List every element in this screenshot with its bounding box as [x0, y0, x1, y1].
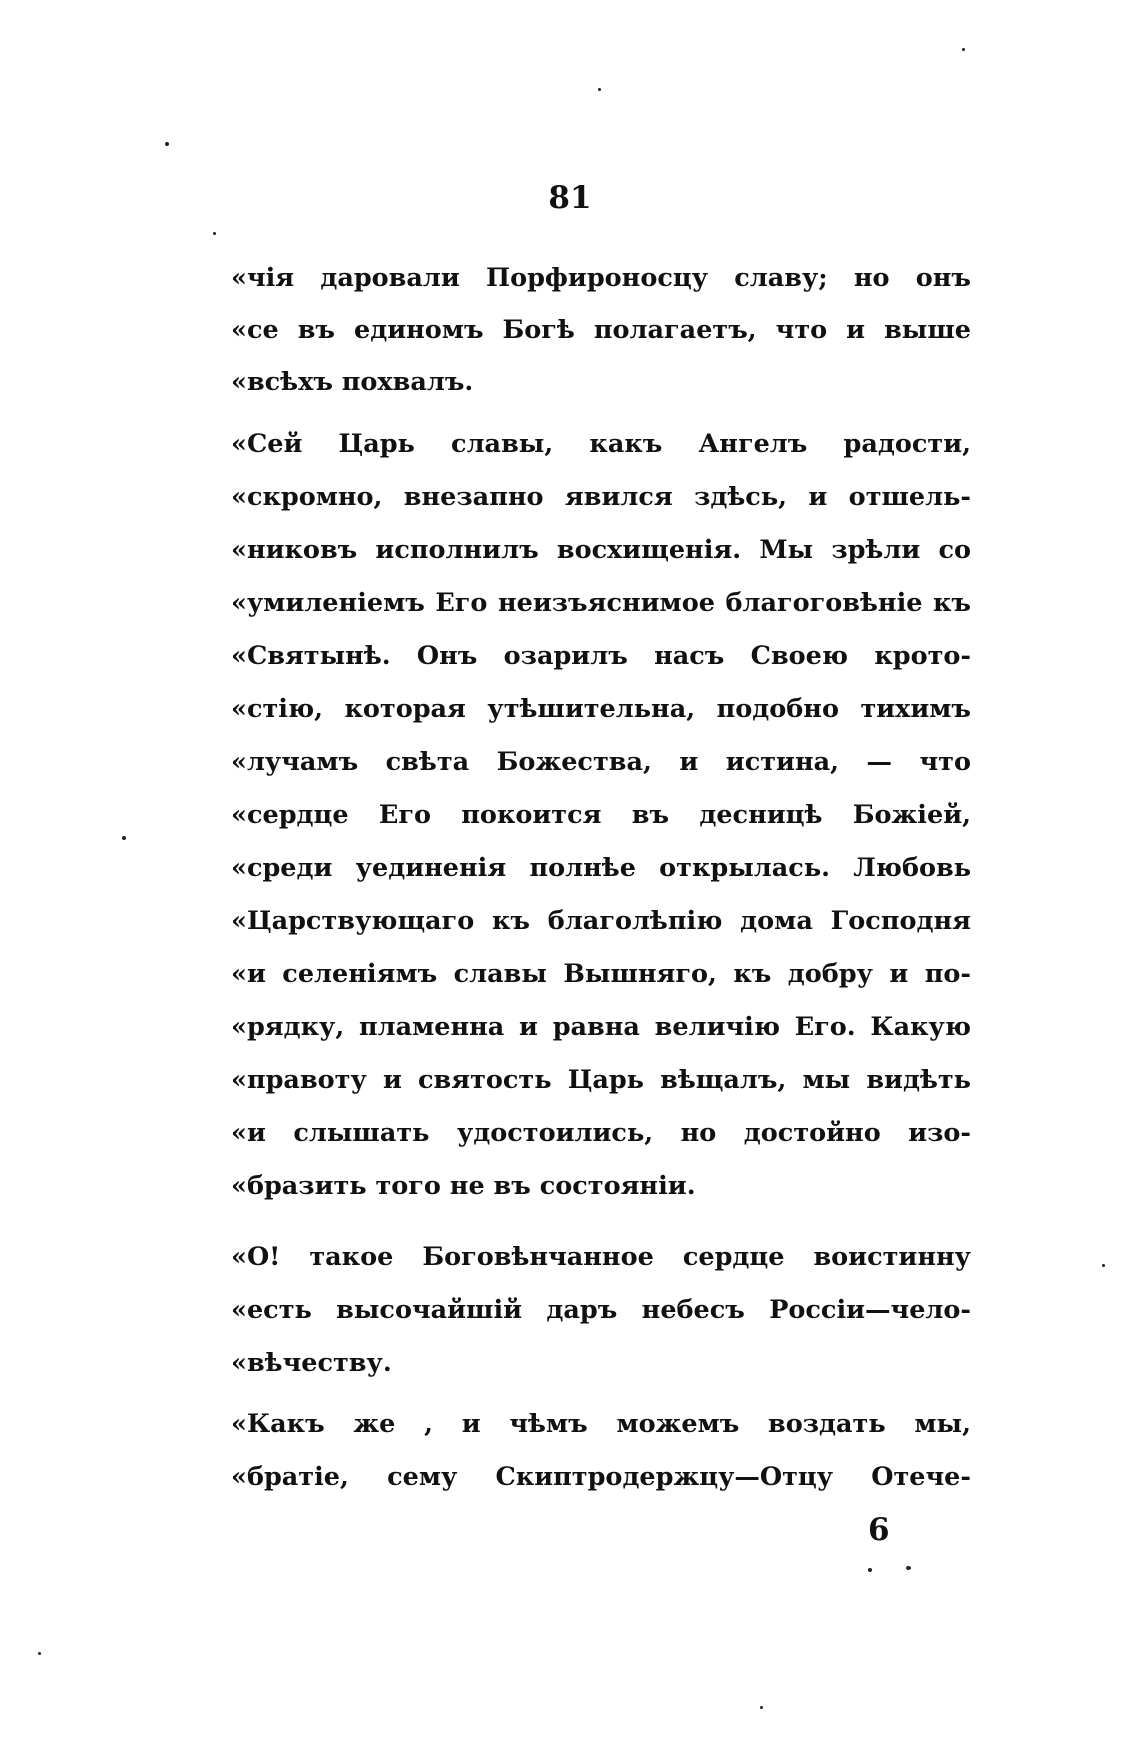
scan-speck	[1102, 1264, 1105, 1267]
text-line: «среди уединенія полнѣе открылась. Любовь	[231, 853, 971, 883]
text-line: «рядку, пламенна и равна величію Его. Какую	[231, 1012, 971, 1042]
page-number: 81	[548, 180, 592, 216]
scan-speck	[598, 88, 601, 91]
scan-speck	[906, 1566, 911, 1570]
signature-mark: 6	[868, 1512, 890, 1548]
text-line: «Какъ же , и чѣмъ можемъ воздать мы,	[231, 1409, 971, 1439]
text-line: «правоту и святость Царь вѣщалъ, мы видѣть	[231, 1065, 971, 1095]
text-line: «вѣчеству.	[231, 1348, 392, 1378]
text-line: «и селеніямъ славы Вышняго, къ добру и по-	[231, 959, 971, 989]
text-line: «сердце Его покоится въ десницѣ Божіей,	[231, 800, 971, 830]
scan-speck	[962, 48, 965, 51]
text-line: «се въ единомъ Богѣ полагаетъ, что и выше	[231, 315, 971, 345]
text-line: «и слышать удостоились, но достойно изо-	[231, 1118, 971, 1148]
text-line: «Святынѣ. Онъ озарилъ насъ Своею кротo-	[231, 641, 971, 671]
scan-speck	[122, 836, 126, 840]
scan-speck	[165, 142, 169, 146]
text-line: «лучамъ свѣта Божества, и истина, — что	[231, 747, 971, 777]
scan-speck	[868, 1568, 872, 1572]
text-line: «чія даровали Порфироносцу славу; но онъ	[231, 263, 971, 293]
text-line: «бразить того не въ состояніи.	[231, 1171, 696, 1201]
text-line: «умиленіемъ Его неизъяснимое благоговѣніе къ	[231, 588, 971, 618]
text-line: «Сей Царь славы, какъ Ангелъ радости,	[231, 429, 971, 459]
scan-speck	[760, 1706, 763, 1709]
text-line: «скромно, внезапно явился здѣсь, и отшель-	[231, 482, 971, 512]
text-line: «есть высочайшій даръ небесъ Россіи—чело-	[231, 1295, 971, 1325]
text-line: «О! такое Боговѣнчанное сердце воистинну	[231, 1242, 971, 1272]
text-line: «Царствующаго къ благолѣпію дома Господня	[231, 906, 971, 936]
scan-speck	[38, 1652, 41, 1655]
text-line: «никовъ исполнилъ восхищенія. Мы зрѣли со	[231, 535, 971, 565]
scan-speck	[213, 232, 216, 235]
text-line: «братіе, сему Скиптродержцу—Отцу Отече-	[231, 1462, 971, 1492]
text-line: «всѣхъ похвалъ.	[231, 367, 474, 397]
text-line: «стію, которая утѣшительна, подобно тихимъ	[231, 694, 971, 724]
